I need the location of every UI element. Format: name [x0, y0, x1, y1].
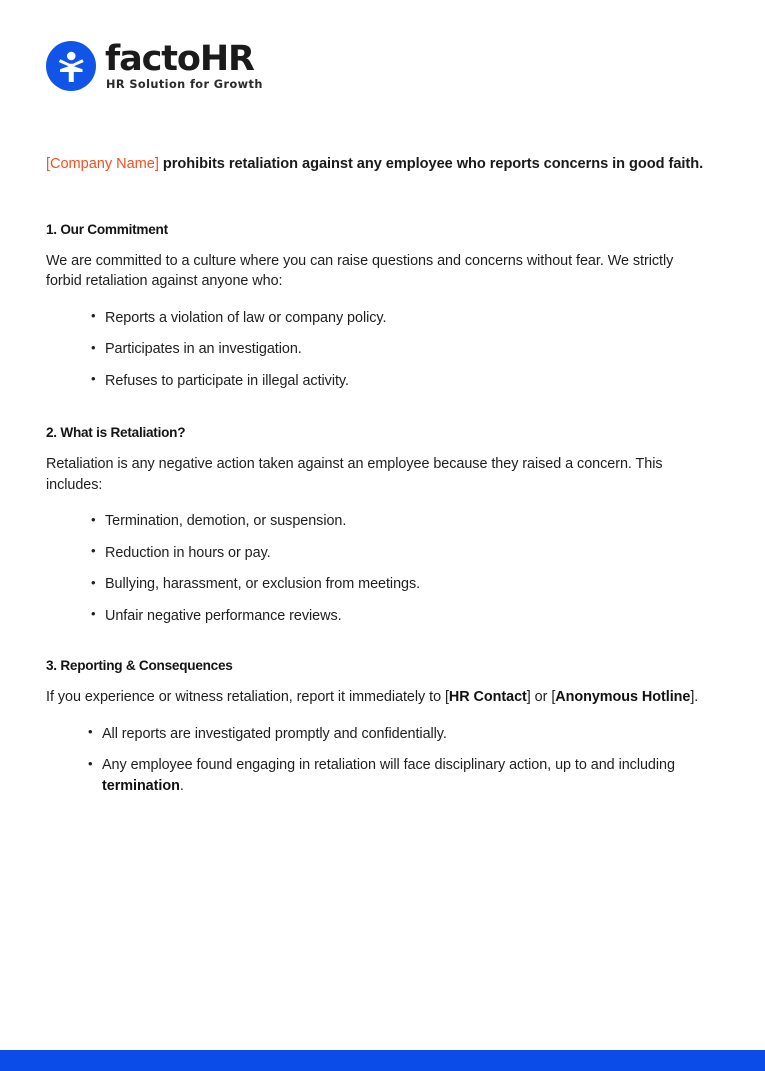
list-item: • Bullying, harassment, or exclusion from meetings.: [46, 574, 707, 594]
list-item: • Termination, demotion, or suspension.: [46, 511, 707, 531]
section-bullet-list-3: [46, 724, 707, 796]
paragraph-part-e: ].: [690, 689, 699, 706]
list-item: • Reduction in hours or pay.: [46, 543, 707, 563]
policy-lede-rest: prohibits retaliation against any employee who reports concerns in good faith.: [158, 156, 704, 172]
section-heading-1: 1. Our Commitment: [46, 221, 168, 237]
bullet-part-a: Any employee found engaging in retaliation will face disciplinary action, up to and including: [102, 757, 675, 774]
list-item: • Participates in an investigation.: [46, 339, 707, 359]
section-bullet-list-2: [46, 511, 707, 626]
section-bullet-list-1: [46, 308, 707, 391]
company-name-placeholder: [Company Name]: [46, 156, 159, 172]
bullet-part-c: .: [179, 777, 184, 794]
paragraph-part-a: If you experience or witness retaliation, report it immediately to [: [46, 689, 449, 706]
person-in-circle-icon: [46, 41, 96, 91]
section-paragraph-3: [46, 687, 707, 708]
list-item: • Refuses to participate in illegal activity.: [46, 371, 707, 391]
list-item: [46, 755, 707, 796]
hr-contact-placeholder: HR Contact: [448, 689, 527, 706]
paragraph-part-c: ] or [: [526, 689, 556, 706]
brand-tagline: HR Solution for Growth: [106, 78, 263, 92]
section-heading-2: 2. What is Retaliation?: [46, 425, 186, 441]
termination-emphasis: termination: [102, 777, 180, 794]
policy-document-body: [46, 154, 707, 796]
brand-logo: [46, 41, 263, 92]
list-item: • Reports a violation of law or company policy.: [46, 308, 707, 328]
brand-logo-text: [105, 41, 263, 92]
section-heading-3: 3. Reporting & Consequences: [46, 658, 233, 674]
list-item: • Unfair negative performance reviews.: [46, 606, 707, 626]
brand-name: factoHR: [105, 39, 254, 79]
list-item: • All reports are investigated promptly and confidentially.: [46, 724, 707, 744]
policy-lede: [46, 154, 707, 175]
anonymous-hotline-placeholder: Anonymous Hotline: [555, 689, 691, 706]
footer-accent-bar: [0, 1050, 765, 1071]
section-paragraph-2: Retaliation is any negative action taken against an employee because they raised a concern. This includes:: [46, 456, 663, 493]
section-paragraph-1: We are committed to a culture where you can raise questions and concerns without fear. We strictly forbid retaliation against anyone who:: [46, 252, 674, 290]
